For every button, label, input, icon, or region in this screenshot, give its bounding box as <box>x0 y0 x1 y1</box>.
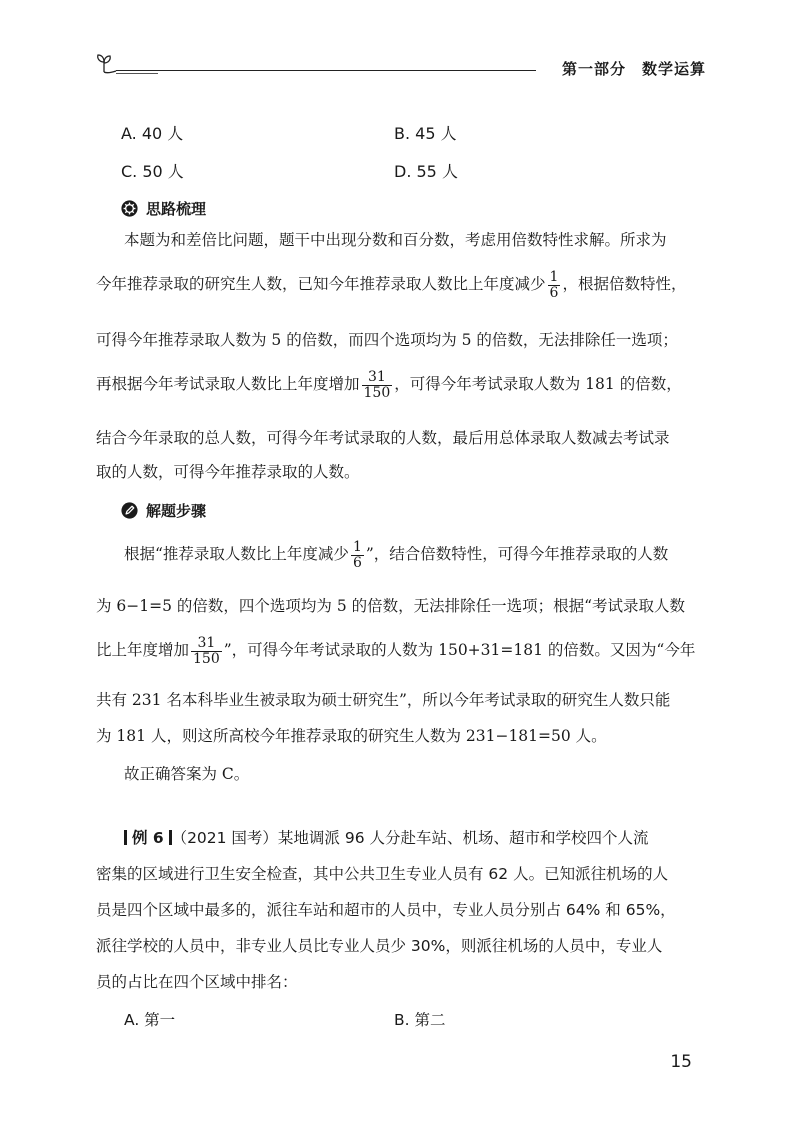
running-header <box>96 52 706 82</box>
fraction-one-sixth <box>351 540 364 570</box>
example-6-option-b: B. 第二 <box>394 1011 446 1029</box>
gear-icon <box>121 200 138 217</box>
denominator: 150 <box>193 650 220 667</box>
solution-line-1 <box>124 540 668 570</box>
example-6-line-3: 员是四个区域中最多的，派往车站和超市的人员中，专业人员分别占 64% 和 65%， <box>96 901 676 919</box>
fraction-one-sixth <box>548 270 561 300</box>
header-rule-accent <box>116 73 158 74</box>
example-6-line-4: 派往学校的人员中，非专业人员比专业人员少 30%，则派往机场的人员中，专业人 <box>96 937 663 955</box>
text-segment: ”，结合倍数特性，可得今年推荐录取的人数 <box>365 545 669 564</box>
tag-bar-left <box>124 830 127 845</box>
sprout-icon <box>96 52 122 78</box>
denominator: 6 <box>352 554 362 571</box>
numerator: 1 <box>549 269 559 285</box>
fraction-31-150 <box>362 370 393 400</box>
text-segment: 今年推荐录取的研究生人数，已知今年推荐录取人数比上年度减少 <box>96 275 546 294</box>
analysis-line-2 <box>96 270 686 300</box>
analysis-line-3: 可得今年推荐录取人数为 5 的倍数，而四个选项均为 5 的倍数，无法排除任一选项； <box>96 331 678 349</box>
example-6-line-5: 员的占比在四个区域中排名： <box>96 973 298 991</box>
analysis-line-4 <box>96 370 682 400</box>
solution-line-2: 为 6−1=5 的倍数，四个选项均为 5 的倍数，无法排除任一选项；根据“考试录取人数 <box>96 597 686 615</box>
example-tag: 例 6 <box>131 829 164 847</box>
analysis-line-1: 本题为和差倍比问题，题干中出现分数和百分数，考虑用倍数特性求解。所求为 <box>124 231 667 249</box>
text-segment: ，可得今年考试录取人数为 181 的倍数， <box>394 375 682 394</box>
solution-line-3 <box>96 636 695 666</box>
fraction-31-150 <box>191 636 222 666</box>
analysis-line-5: 结合今年录取的总人数，可得今年考试录取的人数，最后用总体录取人数减去考试录 <box>96 429 670 447</box>
solution-heading <box>121 500 206 521</box>
solution-line-5: 为 181 人，则这所高校今年推荐录取的研究生人数为 231−181=50 人。 <box>96 727 607 745</box>
analysis-heading <box>121 198 206 219</box>
text-segment: 再根据今年考试录取人数比上年度增加 <box>96 375 360 394</box>
analysis-line-6: 取的人数，可得今年推荐录取的人数。 <box>96 463 360 481</box>
example-6-line-1 <box>124 826 649 848</box>
solution-heading-label: 解题步骤 <box>146 502 207 520</box>
option-a: A. 40 人 <box>121 124 184 143</box>
text-segment: ，根据倍数特性， <box>562 275 687 294</box>
example-6-line-2: 密集的区域进行卫生安全检查，其中公共卫生专业人员有 62 人。已知派往机场的人 <box>96 865 669 883</box>
header-rule <box>116 70 536 71</box>
solution-answer: 故正确答案为 C。 <box>124 765 250 783</box>
text-segment: 比上年度增加 <box>96 641 190 660</box>
numerator: 31 <box>367 369 386 385</box>
option-b: B. 45 人 <box>394 124 457 143</box>
analysis-heading-label: 思路梳理 <box>146 200 207 218</box>
option-d: D. 55 人 <box>394 162 458 181</box>
text-segment: ”，可得今年考试录取的人数为 150+31=181 的倍数。又因为“今年 <box>223 641 696 660</box>
example-6-line-1-text: （2021 国考）某地调派 96 人分赴车站、机场、超市和学校四个人流 <box>171 829 649 847</box>
page-number: 15 <box>670 1052 692 1072</box>
denominator: 150 <box>363 384 391 401</box>
text-segment: 根据“推荐录取人数比上年度减少 <box>124 545 349 564</box>
numerator: 31 <box>197 635 216 651</box>
option-c: C. 50 人 <box>121 162 184 181</box>
solution-line-4: 共有 231 名本科毕业生被录取为硕士研究生”，所以今年考试录取的研究生人数只能 <box>96 691 671 709</box>
denominator: 6 <box>549 284 559 301</box>
example-6-option-a: A. 第一 <box>124 1011 176 1029</box>
section-title: 第一部分 数学运算 <box>561 60 706 78</box>
numerator: 1 <box>352 539 362 555</box>
pencil-icon <box>121 502 138 519</box>
